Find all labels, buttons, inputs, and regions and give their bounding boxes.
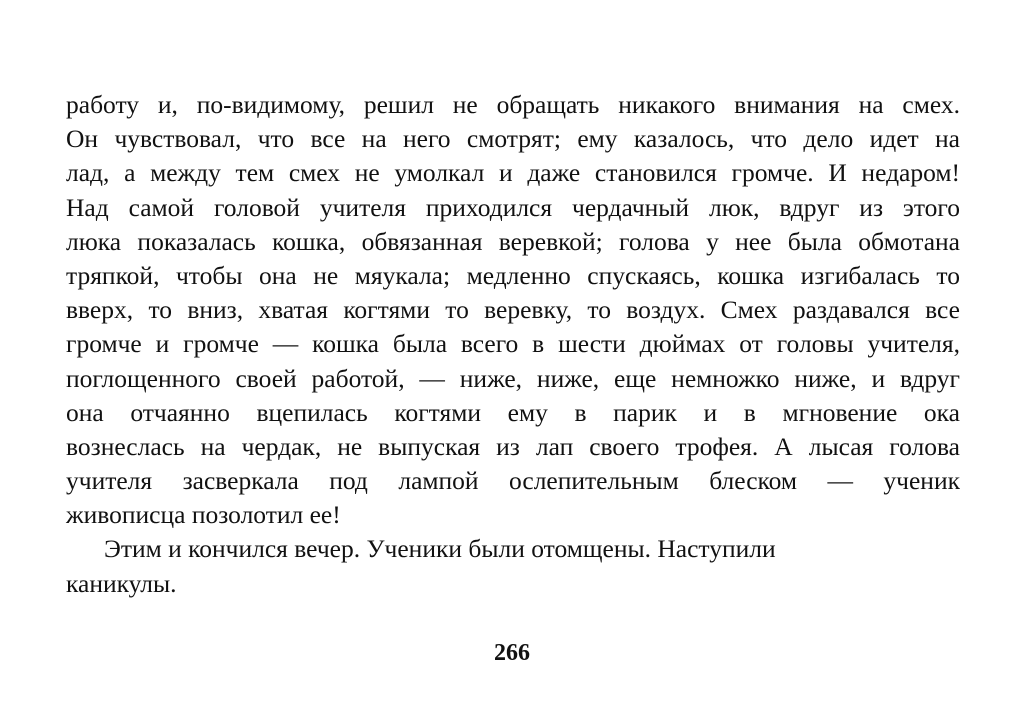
text-line: Он чувствовал, что все на него смотрят; ему казалось, что дело идет на bbox=[66, 124, 960, 154]
text-line: она отчаянно вцепилась когтями ему в парик и в мгновение ока bbox=[66, 397, 960, 427]
text-line: вверх, то вниз, хватая когтями то веревку, то воздух. Смех раздавался все bbox=[66, 295, 960, 325]
paragraph-1 bbox=[66, 88, 960, 532]
body-text bbox=[66, 88, 960, 601]
text-line: люка показалась кошка, обвязанная веревкой; голова у нее была обмотана bbox=[66, 226, 960, 256]
text-line: Над самой головой учителя приходился чердачный люк, вдруг из этого bbox=[66, 192, 960, 222]
text-line: лад, а между тем смех не умолкал и даже становился громче. И недаром! bbox=[66, 158, 960, 188]
text-line: тряпкой, чтобы она не мяукала; медленно спускаясь, кошка изгибалась то bbox=[66, 260, 960, 290]
page-number: 266 bbox=[494, 640, 530, 666]
text-line: Этим и кончился вечер. Ученики были отомщены. Наступили bbox=[104, 534, 776, 564]
text-line: поглощенного своей работой, — ниже, ниже, еще немножко ниже, и вдруг bbox=[66, 363, 960, 393]
text-line: работу и, по-видимому, решил не обращать никакого внимания на смех. bbox=[66, 90, 960, 119]
text-line: громче и громче — кошка была всего в шести дюймах от головы учителя, bbox=[66, 329, 960, 359]
paragraph-2 bbox=[66, 532, 960, 600]
text-line: каникулы. bbox=[66, 568, 177, 598]
text-line: вознеслась на чердак, не выпуская из лап своего трофея. А лысая голова bbox=[66, 431, 960, 461]
text-line: учителя засверкала под лампой ослепительным блеском — ученик bbox=[66, 466, 960, 496]
text-line: живописца позолотил ее! bbox=[66, 500, 341, 530]
